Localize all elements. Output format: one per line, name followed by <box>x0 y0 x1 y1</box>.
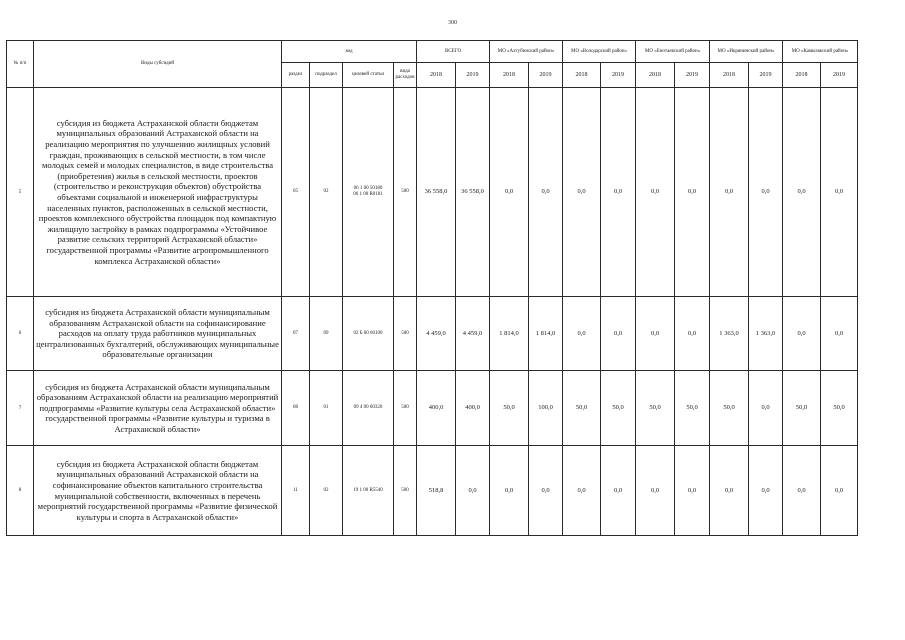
podrazdel-code: 02 <box>310 88 343 297</box>
value-cell: 400,0 <box>456 371 490 446</box>
value-cell: 0,0 <box>636 88 675 297</box>
value-cell: 1 814,0 <box>529 297 563 371</box>
target-article-code-line: 06 1 00 R0181 <box>353 192 383 197</box>
value-cell: 1 363,0 <box>710 297 749 371</box>
razdel-code: 07 <box>282 297 310 371</box>
value-cell: 4 459,0 <box>456 297 490 371</box>
razdel-code: 11 <box>282 446 310 536</box>
value-cell: 0,0 <box>563 297 601 371</box>
subheader-podrazdel: подраздел <box>310 63 343 88</box>
expense-type-code: 500 <box>394 88 417 297</box>
year-2018: 2018 <box>490 63 529 88</box>
value-cell: 0,0 <box>821 446 858 536</box>
value-cell: 0,0 <box>710 446 749 536</box>
subheader-celevaya: целевой статьи <box>343 63 394 88</box>
header-code: код <box>282 41 417 63</box>
value-cell: 36 558,0 <box>456 88 490 297</box>
header-row <box>7 41 858 63</box>
value-cell: 50,0 <box>821 371 858 446</box>
subheader-vid: вида расходов <box>394 63 417 88</box>
header-total: ВСЕГО <box>417 41 490 63</box>
year-2019: 2019 <box>675 63 710 88</box>
row-number: 6 <box>7 297 34 371</box>
value-cell: 50,0 <box>783 371 821 446</box>
row-number: 7 <box>7 371 34 446</box>
value-cell: 0,0 <box>601 297 636 371</box>
value-cell: 400,0 <box>417 371 456 446</box>
subsidy-table <box>6 40 858 536</box>
header-no: № п/п <box>7 41 34 88</box>
header-district-2: МО «Володарский район» <box>563 41 636 63</box>
value-cell: 0,0 <box>749 88 783 297</box>
year-2018: 2018 <box>783 63 821 88</box>
year-2019: 2019 <box>601 63 636 88</box>
header-district-4: МО «Икрянинский район» <box>710 41 783 63</box>
value-cell: 50,0 <box>601 371 636 446</box>
year-2019: 2019 <box>456 63 490 88</box>
value-cell: 0,0 <box>456 446 490 536</box>
value-cell: 0,0 <box>710 88 749 297</box>
value-cell: 0,0 <box>601 446 636 536</box>
year-2018: 2018 <box>710 63 749 88</box>
year-2018: 2018 <box>636 63 675 88</box>
value-cell: 1 363,0 <box>749 297 783 371</box>
razdel-code: 05 <box>282 88 310 297</box>
value-cell: 0,0 <box>529 88 563 297</box>
subsidy-description: субсидия из бюджета Астраханской области муниципальным образованиям Астраханской области на софинансирование расходов на оплату труда работников муниципальных централизованных бухгалтерий, обслуживающих муниципальные образовательные организации <box>34 297 282 371</box>
value-cell: 0,0 <box>563 446 601 536</box>
subsidy-description: субсидия из бюджета Астраханской области бюджетам муниципальных образований Астраханской области на реализацию мероприятия по улучшению жилищных условий граждан, проживающих в сельской местности, в том числе молодых семей и молодых специалистов, в виде строительства (приобретения) жилья в сельской местности, проектов (строительство и реконструкция объектов) обустройства объектами социальной и инженерной инфраструктуры населенных пунктов, расположенных в сельской местности, проектов комплексного обустройства площадок под компактную жилищную застройку в рамках подпрограммы «Устойчивое развитие сельских территорий Астраханской области» государственной программы «Развитие агропромышленного комплекса Астраханской области» <box>34 88 282 297</box>
expense-type-code: 500 <box>394 371 417 446</box>
value-cell: 0,0 <box>675 88 710 297</box>
year-2019: 2019 <box>749 63 783 88</box>
target-article-code <box>343 297 394 371</box>
value-cell: 50,0 <box>675 371 710 446</box>
podrazdel-code: 09 <box>310 297 343 371</box>
value-cell: 0,0 <box>783 446 821 536</box>
value-cell: 4 459,0 <box>417 297 456 371</box>
value-cell: 0,0 <box>490 446 529 536</box>
value-cell: 0,0 <box>675 446 710 536</box>
table-row <box>7 297 858 371</box>
year-2019: 2019 <box>529 63 563 88</box>
table-row <box>7 371 858 446</box>
value-cell: 0,0 <box>821 88 858 297</box>
value-cell: 0,0 <box>490 88 529 297</box>
value-cell: 0,0 <box>749 371 783 446</box>
page-number: 300 <box>448 20 457 26</box>
target-article-code <box>343 371 394 446</box>
target-article-code-line: 02 Б 00 60100 <box>353 330 383 336</box>
value-cell: 518,8 <box>417 446 456 536</box>
header-district-1: МО «Ахтубинский район» <box>490 41 563 63</box>
target-article-code <box>343 88 394 297</box>
razdel-code: 08 <box>282 371 310 446</box>
value-cell: 0,0 <box>783 297 821 371</box>
table-row <box>7 88 858 297</box>
row-number: 8 <box>7 446 34 536</box>
header-district-3: МО «Енотаевский район» <box>636 41 710 63</box>
target-article-code-line: 06 1 00 50180 <box>353 186 383 191</box>
value-cell: 0,0 <box>636 297 675 371</box>
expense-type-code: 500 <box>394 297 417 371</box>
header-type: Виды субсидий <box>34 41 282 88</box>
year-2018: 2018 <box>563 63 601 88</box>
value-cell: 50,0 <box>710 371 749 446</box>
value-cell: 50,0 <box>490 371 529 446</box>
value-cell: 0,0 <box>529 446 563 536</box>
podrazdel-code: 01 <box>310 371 343 446</box>
podrazdel-code: 02 <box>310 446 343 536</box>
value-cell: 0,0 <box>821 297 858 371</box>
subsidy-description: субсидия из бюджета Астраханской области муниципальным образованиям Астраханской области на реализацию мероприятий подпрограммы «Развитие культуры села Астраханской области» государственной программы «Развитие культуры и туризма в Астраханской области» <box>34 371 282 446</box>
target-article-code-line: 09 4 00 60320 <box>353 405 383 410</box>
expense-type-code: 500 <box>394 446 417 536</box>
value-cell: 50,0 <box>636 371 675 446</box>
value-cell: 1 814,0 <box>490 297 529 371</box>
row-number: 5 <box>7 88 34 297</box>
value-cell: 0,0 <box>675 297 710 371</box>
value-cell: 50,0 <box>563 371 601 446</box>
value-cell: 0,0 <box>783 88 821 297</box>
value-cell: 36 558,0 <box>417 88 456 297</box>
subsidy-description: субсидия из бюджета Астраханской области бюджетам муниципальных образований Астраханской области на софинансирование объектов капитального строительства муниципальной собственности, включенных в перечень мероприятий государственной программы «Развитие физической культуры и спорта в Астраханской области» <box>34 446 282 536</box>
header-district-5: МО «Камызякский район» <box>783 41 858 63</box>
value-cell: 0,0 <box>601 88 636 297</box>
value-cell: 0,0 <box>563 88 601 297</box>
subheader-razdel: раздел <box>282 63 310 88</box>
value-cell: 0,0 <box>749 446 783 536</box>
year-2019: 2019 <box>821 63 858 88</box>
target-article-code <box>343 446 394 536</box>
year-2018: 2018 <box>417 63 456 88</box>
value-cell: 100,0 <box>529 371 563 446</box>
target-article-code-line: 19 1 00 R5540 <box>353 487 383 493</box>
table-row <box>7 446 858 536</box>
value-cell: 0,0 <box>636 446 675 536</box>
